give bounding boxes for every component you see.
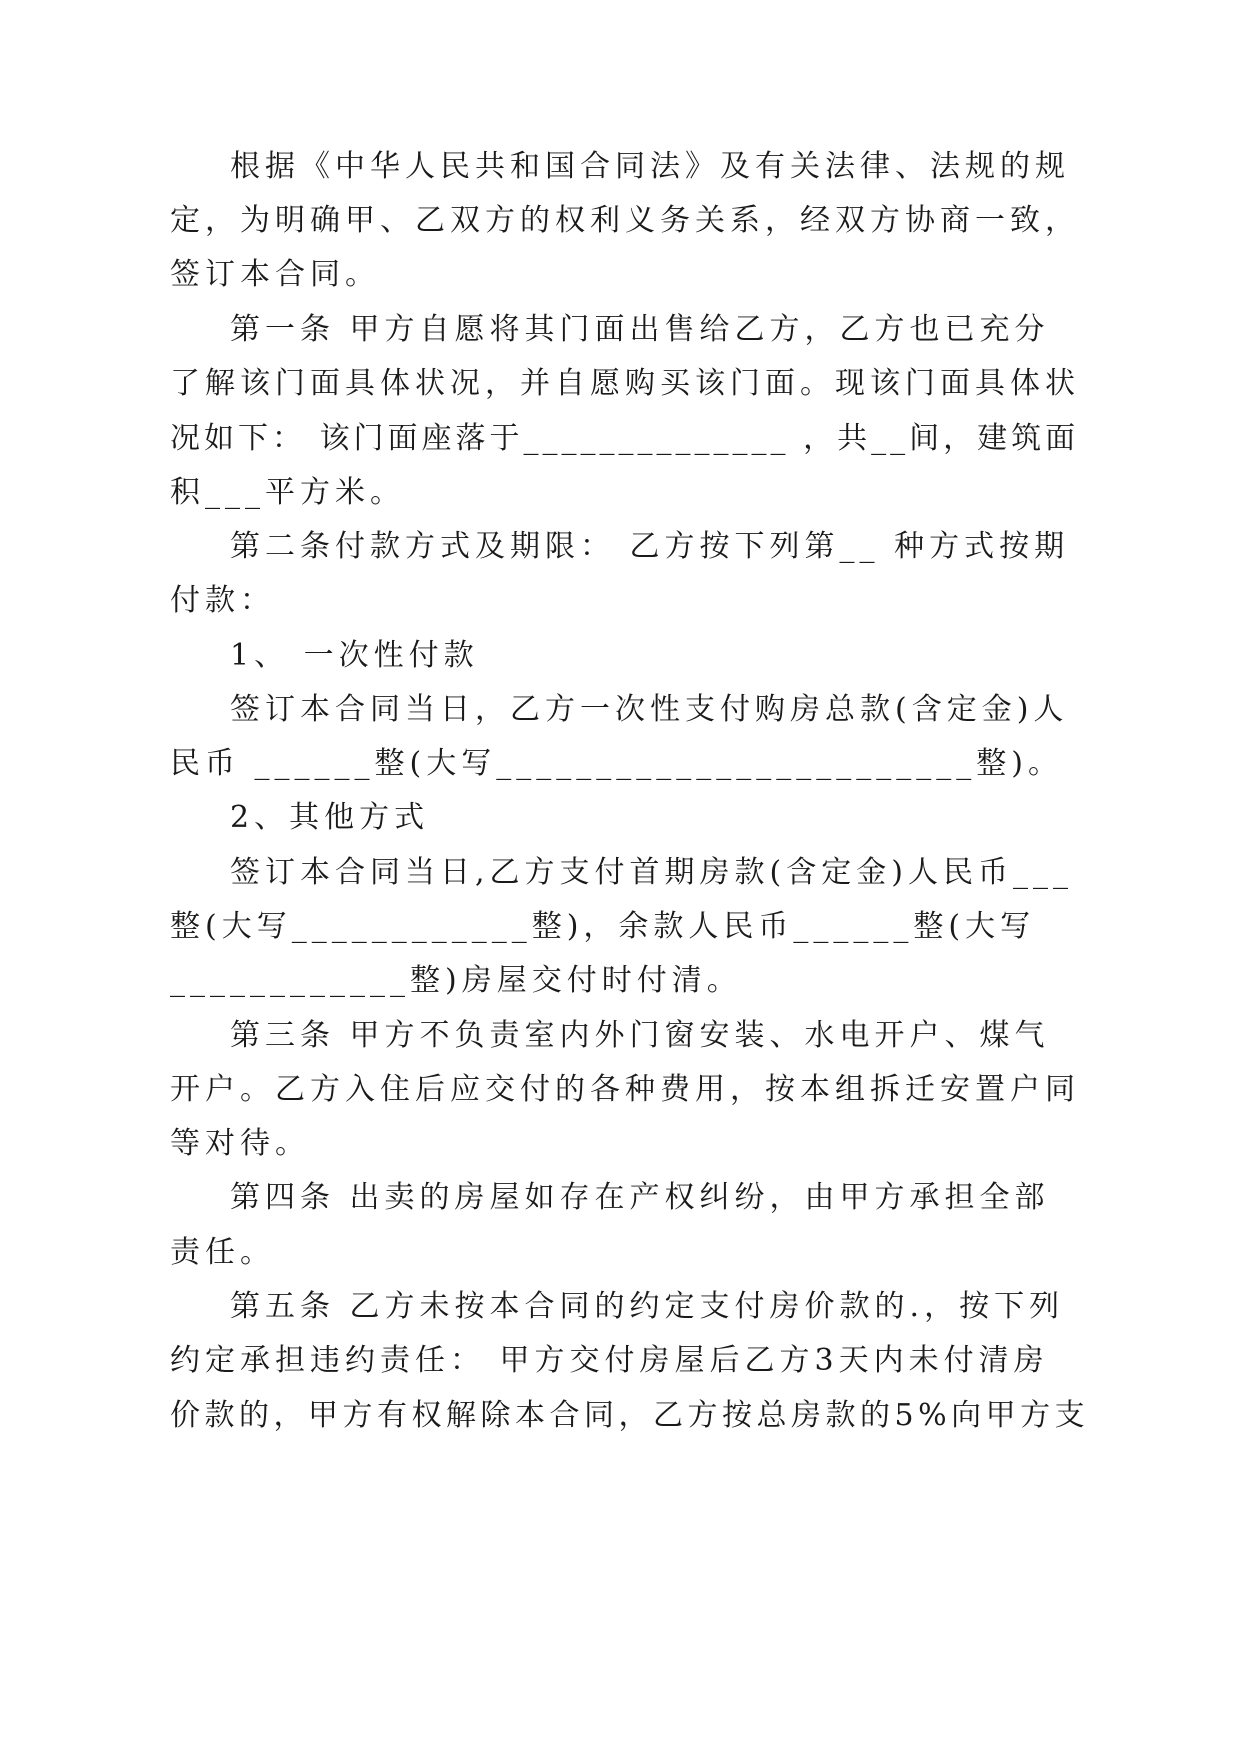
text-line: 积___平方米。 xyxy=(170,475,405,510)
text-line: 了解该门面具体状况，并自愿购买该门面。现该门面具体状 xyxy=(170,366,1080,401)
text-line: 等对待。 xyxy=(170,1126,310,1161)
text-line: 开户。乙方入住后应交付的各种费用，按本组拆迁安置户同 xyxy=(170,1072,1080,1107)
text-line: 定，为明确甲、乙双方的权利义务关系，经双方协商一致， xyxy=(170,203,1080,238)
text-line: 责任。 xyxy=(170,1235,275,1270)
text-line: 民币 ______整(大写________________________整)。 xyxy=(170,746,1063,781)
text-line: 第三条 甲方不负责室内外门窗安装、水电开户、煤气 xyxy=(230,1018,1050,1053)
text-line: 根据《中华人民共和国合同法》及有关法律、法规的规 xyxy=(230,149,1070,184)
text-line: 2、其他方式 xyxy=(230,800,430,835)
text-line: 签订本合同当日，乙方一次性支付购房总款(含定金)人 xyxy=(230,692,1069,727)
text-line: 价款的，甲方有权解除本合同，乙方按总房款的5%向甲方支 xyxy=(170,1398,1090,1433)
text-line: 签订本合同。 xyxy=(170,257,380,292)
text-line: 付款： xyxy=(170,583,275,618)
text-line: ____________整)房屋交付时付清。 xyxy=(170,963,742,998)
text-line: 约定承担违约责任： 甲方交付房屋后乙方3天内未付清房 xyxy=(170,1343,1049,1378)
text-line: 况如下： 该门面座落于______________ ，共__间，建筑面 xyxy=(170,421,1080,456)
text-line: 第二条付款方式及期限： 乙方按下列第__ 种方式按期 xyxy=(230,529,1070,564)
text-line: 第一条 甲方自愿将其门面出售给乙方，乙方也已充分 xyxy=(230,312,1050,347)
text-line: 签订本合同当日,乙方支付首期房款(含定金)人民币___ xyxy=(230,855,1073,890)
text-line: 第五条 乙方未按本合同的约定支付房价款的.，按下列 xyxy=(230,1289,1065,1324)
text-line: 整(大写____________整)，余款人民币______整(大写 xyxy=(170,909,1036,944)
text-line: 1、 一次性付款 xyxy=(230,638,479,673)
text-line: 第四条 出卖的房屋如存在产权纠纷，由甲方承担全部 xyxy=(230,1180,1050,1215)
